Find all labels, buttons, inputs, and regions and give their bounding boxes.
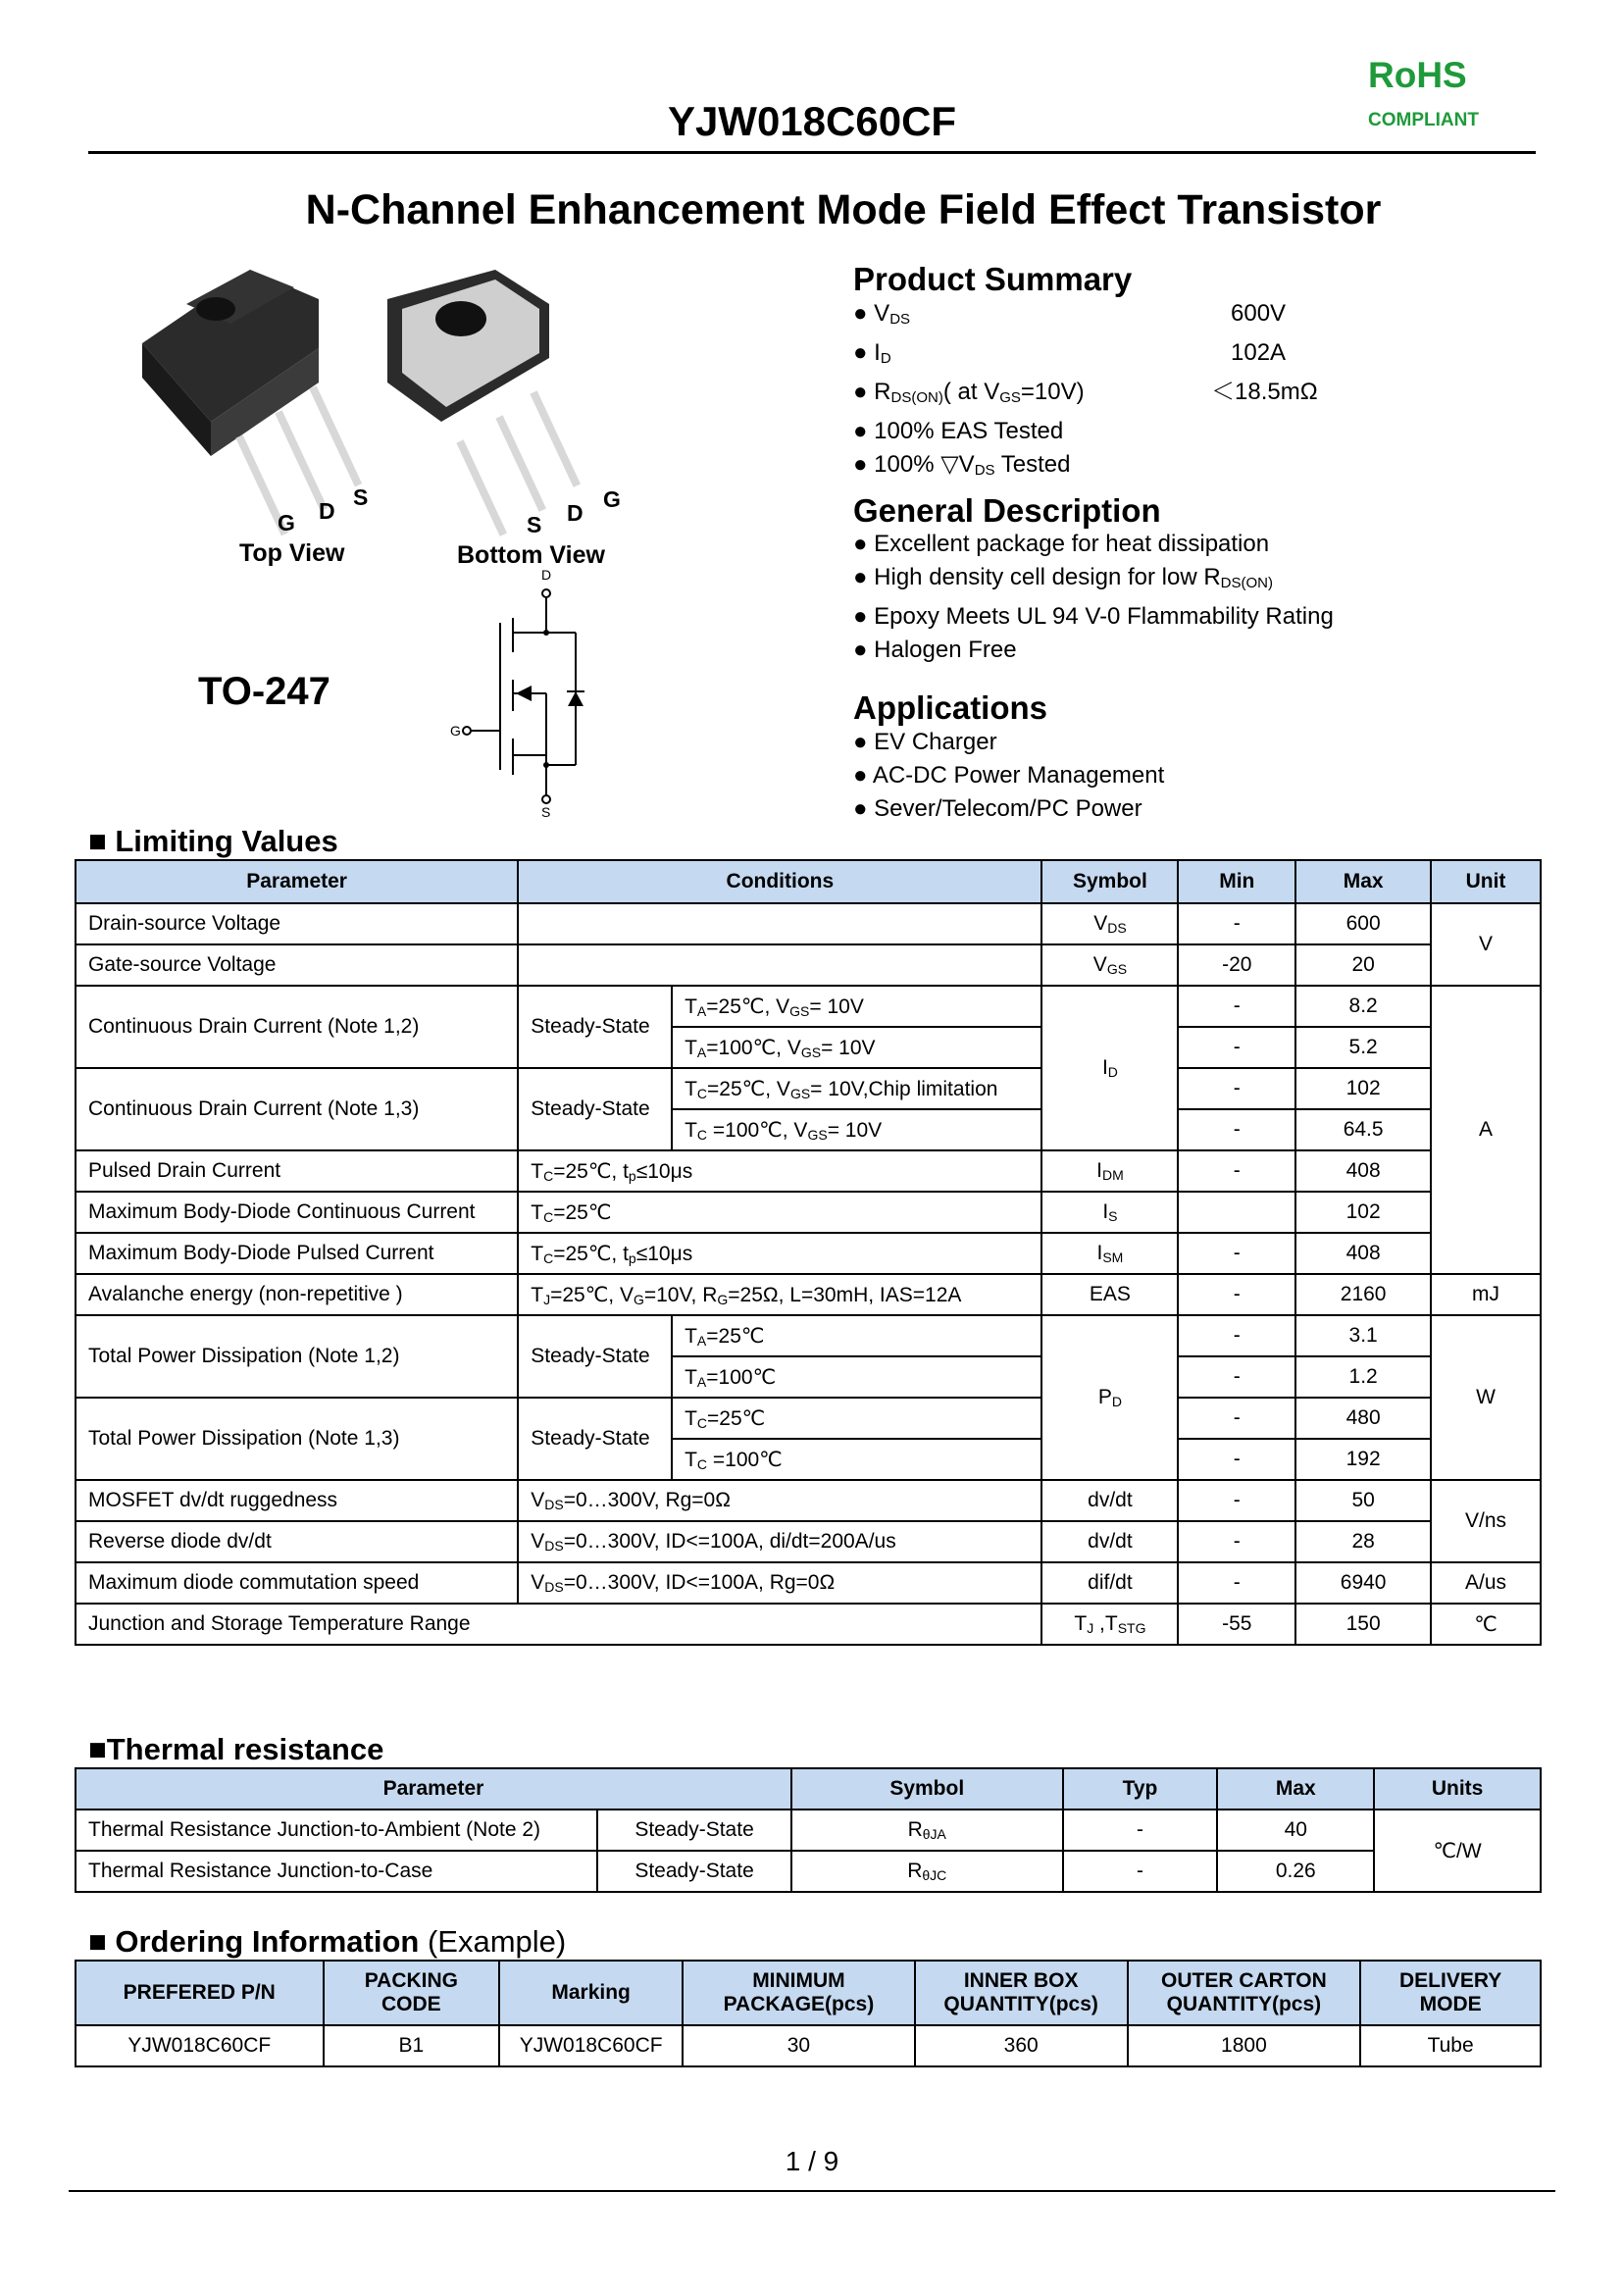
summary-value-vds: 600V <box>1231 300 1287 327</box>
table-row: Pulsed Drain Current $T_C=25℃$, $t_p\le 10\mu s$ $I_{DM}$ - 408 <box>76 1150 1541 1192</box>
col-header: MINIMUM PACKAGE(pcs) <box>683 1961 915 2025</box>
top-pin-d: D <box>319 498 335 524</box>
schematic-pin-g: G <box>450 723 461 739</box>
table-row: Thermal Resistance Junction-to-Case Steady-State $R_{\theta JC}$ - 0.26 <box>76 1851 1541 1892</box>
part-number-title: YJW018C60CF <box>667 98 957 144</box>
col-header: OUTER CARTON QUANTITY(pcs) <box>1128 1961 1361 2025</box>
top-pin-s: S <box>353 484 369 510</box>
top-view-label: Top View <box>239 539 345 567</box>
ordering-info-table <box>75 1960 1542 2067</box>
rohs-compliant-label: COMPLIANT <box>1368 110 1479 130</box>
thermal-resistance-title: ■Thermal resistance <box>88 1732 384 1766</box>
table-row: Maximum Body-Diode Pulsed Current $T_C=25℃$, $t_p\le 10\mu s$ $I_{SM}$ - 408 <box>76 1233 1541 1274</box>
col-header: Symbol <box>1041 860 1178 903</box>
footer-rule <box>69 2190 1555 2192</box>
summary-value-rdson: ＜18.5mΩ <box>1211 379 1318 405</box>
col-header: Parameter <box>76 1768 791 1810</box>
description-item: ● Halogen Free <box>853 637 1017 663</box>
table-row: $T_A=100℃$ - 1.2 <box>76 1356 1541 1398</box>
col-header: Typ <box>1063 1768 1218 1810</box>
col-header: Unit <box>1431 860 1541 903</box>
package-illustration <box>127 250 637 574</box>
thermal-resistance-table <box>75 1767 1542 1893</box>
col-header: INNER BOX QUANTITY(pcs) <box>915 1961 1128 2025</box>
col-header: Min <box>1178 860 1295 903</box>
general-description-title: General Description <box>853 492 1161 529</box>
table-row: $T_C$ =100℃ - 192 <box>76 1439 1541 1480</box>
col-header: Parameter <box>76 860 518 903</box>
table-row: Maximum Body-Diode Continuous Current $T_C=25℃$ $I_S$ 102 <box>76 1192 1541 1233</box>
product-summary-list <box>853 297 1442 487</box>
table-row: Avalanche energy (non-repetitive ) $T_J=25℃$, $V_G=10V$, $R_G=25\Omega$, L=30mH, IAS=12A EAS - 2160 mJ <box>76 1274 1541 1315</box>
bottom-pin-g: G <box>603 486 621 512</box>
bottom-pin-d: D <box>567 500 584 526</box>
description-item: ● Epoxy Meets UL 94 V-0 Flammability Rating <box>853 603 1334 630</box>
general-description-list <box>853 528 1540 667</box>
rohs-logo: RoHS <box>1368 55 1467 95</box>
col-header: Symbol <box>791 1768 1063 1810</box>
col-header: PACKING CODE <box>324 1961 500 2025</box>
table-row: Continuous Drain Current (Note 1,2) Steady-State $T_A=25℃$, $V_{GS}= 10V$ $I_D$ - 8.2 A <box>76 986 1541 1027</box>
table-row: Gate-source Voltage $V_{GS}$ -20 20 <box>76 944 1541 986</box>
table-row: Maximum diode commutation speed $V_{DS}=0\dots 300V$, ID<=100A, Rg=0Ω dif/dt - 6940 A/us <box>76 1562 1541 1604</box>
mosfet-schematic-icon <box>441 564 608 819</box>
top-pin-g: G <box>278 510 295 535</box>
ordering-info-title: ■ Ordering Information (Example) <box>88 1924 567 1959</box>
col-header: Max <box>1295 860 1431 903</box>
package-name: TO-247 <box>198 670 330 713</box>
applications-title: Applications <box>853 689 1048 726</box>
summary-item-vds: ● $V_{DS}$ 600V <box>853 297 1442 336</box>
summary-item-rdson: ● $R_{DS(ON)}$( at $V_{GS}=10V$) ＜18.5mΩ <box>853 376 1442 415</box>
table-row: Reverse diode dv/dt $V_{DS}=0\dots 300V$, ID<=100A, di/dt=200A/us dv/dt - 28 <box>76 1521 1541 1562</box>
summary-item-dvds: ● 100% $▽V_{DS}$ Tested <box>853 451 1071 479</box>
header-rule <box>88 151 1536 154</box>
table-row: MOSFET dv/dt ruggedness $V_{DS}=0\dots 300V$, Rg=0Ω dv/dt - 50 V/ns <box>76 1480 1541 1521</box>
application-item: ● AC-DC Power Management <box>853 762 1165 789</box>
col-header: DELIVERY MODE <box>1360 1961 1541 2025</box>
product-summary-title: Product Summary <box>853 261 1133 297</box>
applications-list <box>853 726 1442 826</box>
table-header-row <box>76 860 1541 903</box>
schematic-pin-s: S <box>541 804 551 820</box>
table-header-row <box>76 1768 1541 1810</box>
page-subtitle: N-Channel Enhancement Mode Field Effect Transistor <box>305 186 1382 233</box>
application-item: ● EV Charger <box>853 729 997 755</box>
col-header: Marking <box>499 1961 683 2025</box>
col-header: PREFERED P/N <box>76 1961 324 2025</box>
limiting-values-table <box>75 859 1542 1646</box>
bottom-view-label: Bottom View <box>457 541 605 569</box>
table-row: Total Power Dissipation (Note 1,3) Steady-State $T_C=25℃$ - 480 <box>76 1398 1541 1439</box>
page-number: 1 / 9 <box>785 2146 839 2176</box>
table-row: Continuous Drain Current (Note 1,3) Steady-State $T_C=25℃$, $V_{GS}=$ 10V,Chip limitation - 102 <box>76 1068 1541 1109</box>
schematic-pin-d: D <box>541 567 552 583</box>
table-row: $T_C$ =100℃, $V_{GS}= 10V$ - 64.5 <box>76 1109 1541 1150</box>
summary-item-id: ● $I_D$ 102A <box>853 336 1442 376</box>
table-row: Thermal Resistance Junction-to-Ambient (Note 2) Steady-State $R_{\theta JA}$ - 40 ℃/W <box>76 1810 1541 1851</box>
table-row: Drain-source Voltage $V_{DS}$ - 600 V <box>76 903 1541 944</box>
description-item: ● Excellent package for heat dissipation <box>853 531 1270 557</box>
table-row: YJW018C60CF B1 YJW018C60CF 30 360 1800 Tube <box>76 2025 1541 2066</box>
limiting-values-title: ■ Limiting Values <box>88 824 338 858</box>
col-header: Max <box>1217 1768 1374 1810</box>
summary-item-eas: ● 100% EAS Tested <box>853 418 1064 444</box>
col-header: Units <box>1374 1768 1541 1810</box>
table-row: Junction and Storage Temperature Range $T_J$ $,T_{STG}$ -55 150 ℃ <box>76 1604 1541 1645</box>
bottom-pin-s: S <box>527 512 542 537</box>
table-row: Total Power Dissipation (Note 1,2) Steady-State $T_A=25℃$ $P_D$ - 3.1 W <box>76 1315 1541 1356</box>
application-item: ● Sever/Telecom/PC Power <box>853 795 1142 822</box>
table-row: $T_A=100℃$, $V_{GS}= 10V$ - 5.2 <box>76 1027 1541 1068</box>
top-view-package-icon <box>142 270 362 535</box>
summary-value-id: 102A <box>1231 339 1287 366</box>
bottom-view-package-icon <box>387 270 581 536</box>
table-header-row <box>76 1961 1541 2025</box>
description-item: ● High density cell design for low $R_{DS(ON)}$ <box>853 564 1273 591</box>
col-header: Conditions <box>518 860 1041 903</box>
